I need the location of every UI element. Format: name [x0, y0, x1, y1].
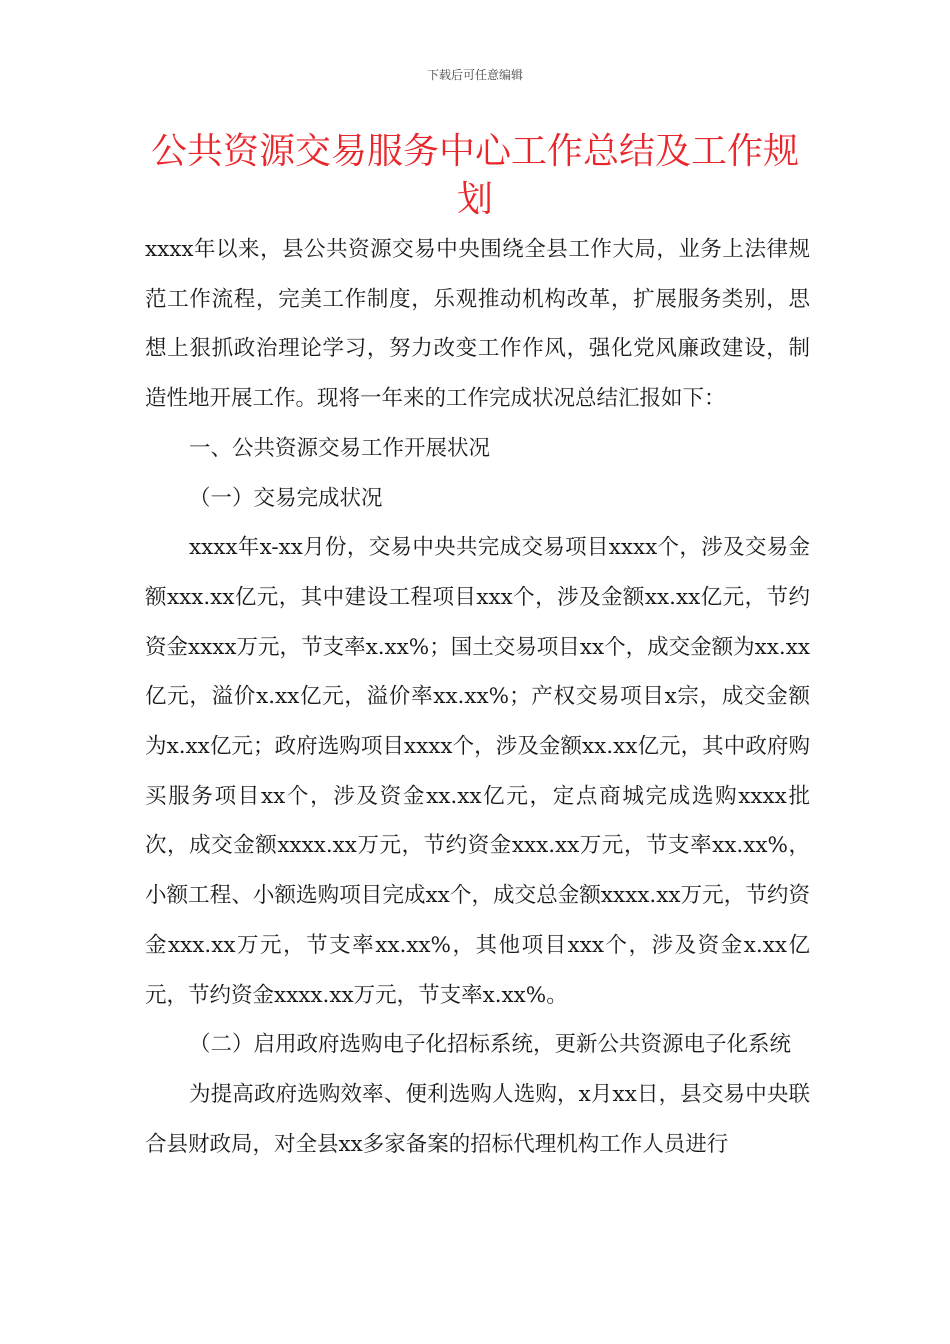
document-body — [145, 225, 810, 1169]
header-note: 下载后可任意编辑 — [426, 68, 523, 82]
section-heading-1: 一、公共资源交易工作开展状况 — [189, 435, 491, 461]
document-title: 公共资源交易服务中心工作总结及工作规划 — [150, 131, 799, 220]
transaction-paragraph: xxxx年x-xx月份，交易中央共完成交易项目xxxx个，涉及交易金额xxx.xx亿元，其中建设工程项目xxx个，涉及金额xx.xx亿元，节约资金xxxx万元，节支率x.xx%；国土交易项目xx个，成交金额为xx.xx亿元，溢价x.xx亿元，溢价率xx.xx%；产权交易项目x宗，成交金额为x.xx亿元；政府选购项目xxxx个，涉及金额xx.xx亿元，其中政府购买服务项目xx个，涉及资金xx.xx亿元，定点商城完成选购xxxx批次，成交金额xxxx.xx万元，节约资金xxx.xx万元，节支率xx.xx%，小额工程、小额选购项目完成xx个，成交总金额xxxx.xx万元，节约资金xxx.xx万元，节支率xx.xx%，其他项目xxx个，涉及资金x.xx亿元，节约资金xxxx.xx万元，节支率x.xx%。 — [145, 535, 810, 1008]
subsection-heading-2: （二）启用政府选购电子化招标系统，更新公共资源电子化系统 — [189, 1032, 792, 1058]
subsection-heading-1: （一）交易完成状况 — [189, 485, 383, 511]
intro-paragraph: xxxx年以来，县公共资源交易中央围绕全县工作大局，业务上法律规范工作流程，完美工作制度，乐观推动机构改革，扩展服务类别，思想上狠抓政治理论学习，努力改变工作作风，强化党风廉政建设，制造性地开展工作。现将一年来的工作完成状况总结汇报如下： — [145, 237, 810, 412]
efficiency-paragraph: 为提高政府选购效率、便利选购人选购，x月xx日，县交易中央联合县财政局，对全县xx多家备案的招标代理机构工作人员进行 — [145, 1081, 810, 1157]
